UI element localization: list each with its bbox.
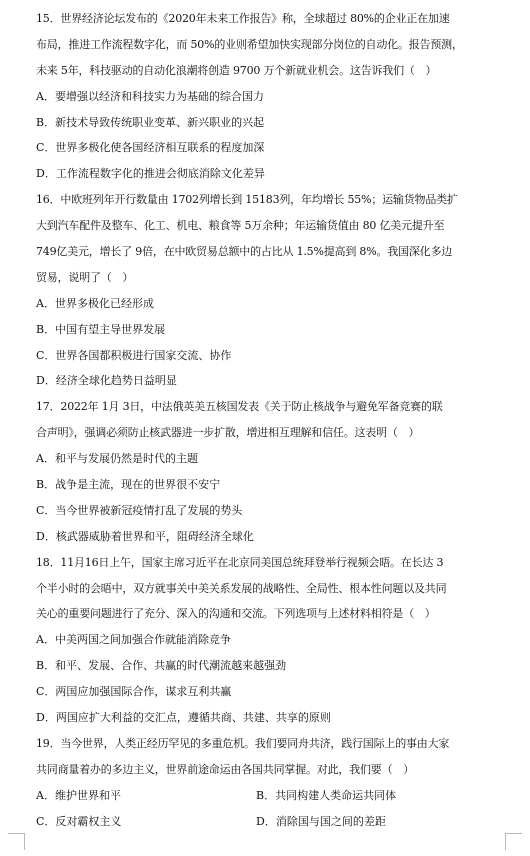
question-19-options-row-2 <box>36 809 476 835</box>
question-16-stem-line-4: 贸易，说明了（ ） <box>36 270 134 284</box>
question-15-option-c: C．世界多极化使各国经济相互联系的程度加深 <box>36 141 265 155</box>
question-list <box>36 6 476 835</box>
question-19 <box>36 731 476 835</box>
question-19-stem-line-1: 19．当今世界，人类正经历罕见的多重危机。我们要同舟共济，践行国际上的事由大家 <box>36 736 450 750</box>
question-16-option-c: C．世界各国都积极进行国家交流、协作 <box>36 348 232 362</box>
question-16-option-a: A．世界多极化已经形成 <box>36 296 154 310</box>
question-19-stem-line-2: 共同商量着办的多边主义，世界前途命运由各国共同掌握。对此，我们要（ ） <box>36 762 414 776</box>
question-17-stem-line-1: 17．2022年 1月 3日，中法俄英美五核国发表《关于防止核战争与避免军备竞赛的联 <box>36 400 443 414</box>
question-15-option-a: A．要增强以经济和科技实力为基础的综合国力 <box>36 89 264 103</box>
question-15-option-b: B．新技术导致传统职业变革、新兴职业的兴起 <box>36 115 265 129</box>
question-18-option-c: C．两国应加强国际合作，谋求互利共赢 <box>36 685 232 699</box>
page-corner-mark-right <box>505 833 522 850</box>
question-19-option-b: B．共同构建人类命运共同体 <box>256 788 397 802</box>
question-18-stem-line-3: 关心的重要问题进行了充分、深入的沟通和交流。下列选项与上述材料相符是（ ） <box>36 607 436 621</box>
question-17-stem-line-2: 合声明》，强调必须防止核武器进一步扩散，增进相互理解和信任。这表明（ ） <box>36 426 420 440</box>
question-16-option-b: B．中国有望主导世界发展 <box>36 322 166 336</box>
question-16-option-d: D．经济全球化趋势日益明显 <box>36 374 177 388</box>
question-15-stem-line-2: 布局，推进工作流程数字化，而 50%的业则希望加快实现部分岗位的自动化。报告预测， <box>36 37 463 51</box>
question-19-option-d: D．消除国与国之间的差距 <box>256 814 386 828</box>
question-17-option-a: A．和平与发展仍然是时代的主题 <box>36 452 198 466</box>
question-18-option-a: A．中美两国之间加强合作就能消除竞争 <box>36 633 231 647</box>
question-19-options-row-1 <box>36 783 476 809</box>
question-16-stem-line-1: 16．中欧班列年开行数量由 1702列增长到 15183列，年均增长 55%；运输货物品类扩 <box>36 193 458 207</box>
question-18-stem-line-2: 个半小时的会晤中，双方就事关中美关系发展的战略性、全局性、根本性问题以及共同 <box>36 581 447 595</box>
question-15 <box>36 6 476 187</box>
question-15-stem-line-1: 15．世界经济论坛发布的《2020年未来工作报告》称，全球超过 80%的企业正在加速 <box>36 12 450 25</box>
question-18-option-d: D．两国应扩大利益的交汇点，遵循共商、共建、共享的原则 <box>36 711 331 725</box>
question-16-stem-line-2: 大到汽车配件及整车、化工、机电、粮食等 5万余种；年运输货值由 80 亿美元提升至 <box>36 219 445 233</box>
question-16 <box>36 187 476 394</box>
question-15-stem-line-3: 未来 5年，科技驱动的自动化浪潮将创造 9700 万个新就业机会。这告诉我们（ ） <box>36 63 437 77</box>
question-16-stem-line-3: 749亿美元，增长了 9倍，在中欧贸易总额中的占比从 1.5%提高到 8%。我国深化多边 <box>36 245 453 259</box>
question-17 <box>36 394 476 549</box>
question-17-option-c: C．当今世界被新冠疫情打乱了发展的势头 <box>36 503 243 517</box>
page-corner-mark-left <box>8 833 25 850</box>
question-19-option-c: C．反对霸权主义 <box>36 814 122 828</box>
question-18-stem-line-1: 18．11月16日上午，国家主席习近平在北京同美国总统拜登举行视频会晤。在长达 3 <box>36 555 444 569</box>
question-17-option-d: D．核武器威胁着世界和平，阻碍经济全球化 <box>36 529 254 543</box>
question-18-option-b: B．和平、发展、合作、共赢的时代潮流越来越强劲 <box>36 659 287 673</box>
question-19-option-a: A．维护世界和平 <box>36 788 121 802</box>
question-17-option-b: B．战争是主流，现在的世界很不安宁 <box>36 478 221 492</box>
question-15-option-d: D．工作流程数字化的推进会彻底消除文化差异 <box>36 167 265 181</box>
question-18 <box>36 550 476 731</box>
